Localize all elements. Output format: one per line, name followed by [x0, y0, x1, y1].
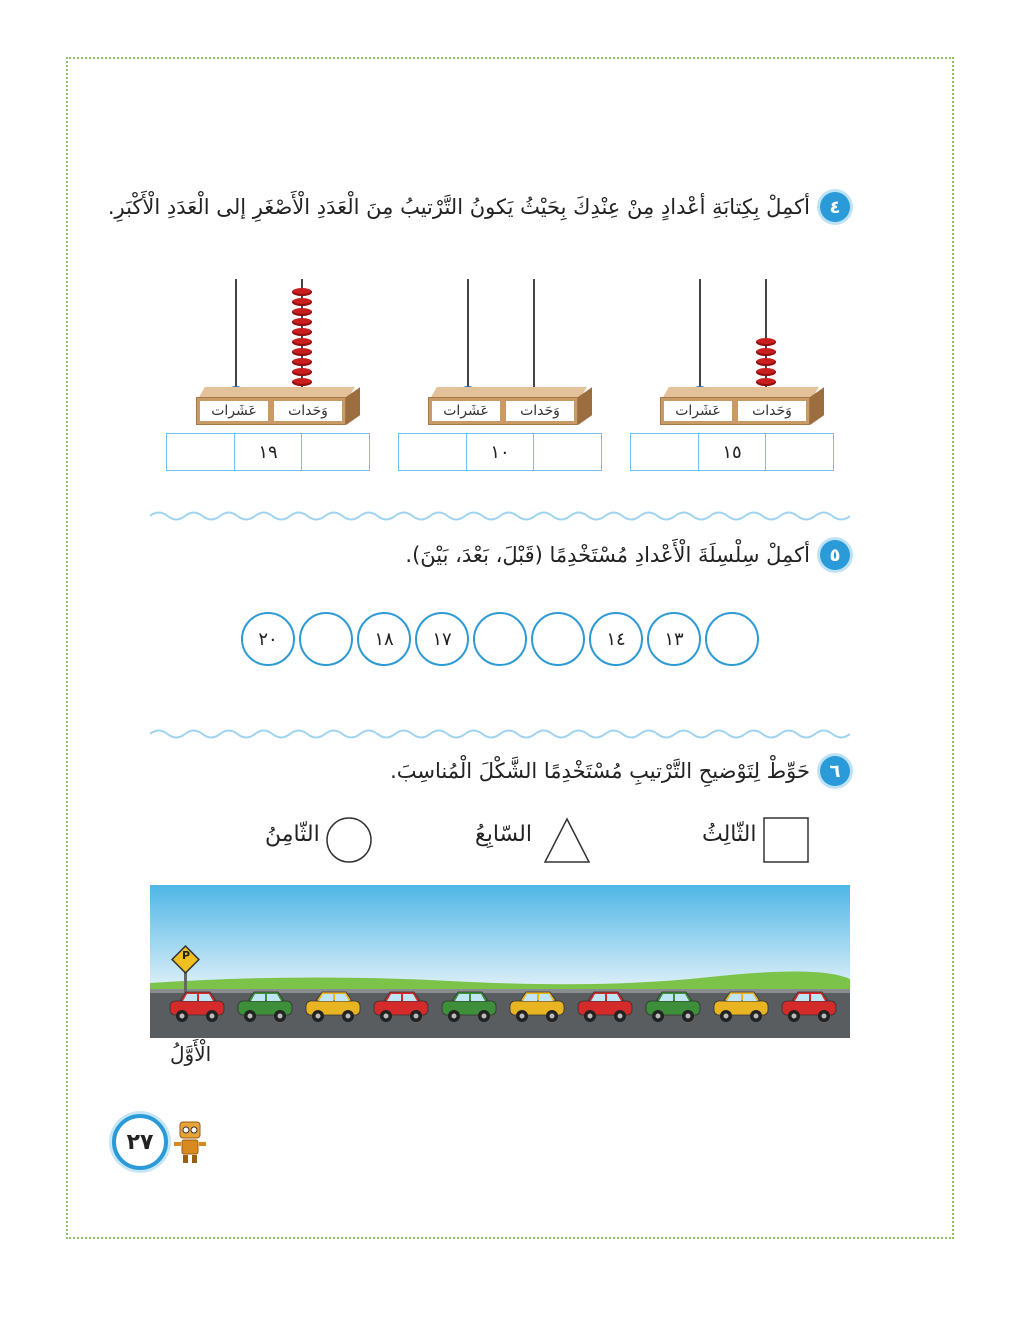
- answer-cell-left[interactable]: [765, 434, 833, 470]
- chain-circle-6: ١٧: [415, 612, 469, 666]
- sign-letter: P: [181, 949, 191, 962]
- question-5-number: ٥: [820, 540, 850, 570]
- car-2: [236, 989, 294, 1025]
- square-shape-icon: [762, 816, 812, 864]
- answer-row-3: [166, 433, 370, 471]
- question-6-number: ٦: [820, 756, 850, 786]
- chain-circle-7: ١٨: [357, 612, 411, 666]
- question-4: [108, 192, 850, 222]
- car-6: [508, 989, 566, 1025]
- shape-label-seventh: السّابِعُ: [475, 822, 532, 847]
- chain-circle-5[interactable]: [473, 612, 527, 666]
- chain-circle-1[interactable]: [705, 612, 759, 666]
- question-4-text: أكمِلْ بِكِتابَةِ أعْدادٍ مِنْ عِنْدِكَ بِحَيْثُ يَكونُ التَّرْتيبُ مِنَ الْعَدَدِ الْأَصْغَرِ إلى الْعَدَدِ الْأَكْبَرِ.: [107, 195, 810, 219]
- car-1: [168, 989, 226, 1025]
- circle-shape-icon: [324, 815, 374, 865]
- answer-cell-right[interactable]: [399, 434, 466, 470]
- question-5: [405, 540, 850, 570]
- answer-cell-left[interactable]: [533, 434, 601, 470]
- wavy-divider: [150, 509, 850, 523]
- car-7: [576, 989, 634, 1025]
- robot-mascot-icon: [170, 1118, 210, 1166]
- chain-circle-3: ١٤: [589, 612, 643, 666]
- chain-circle-2: ١٣: [647, 612, 701, 666]
- abacus-3: [166, 275, 372, 475]
- question-6: [390, 756, 850, 786]
- ones-label: وَحَدات: [738, 401, 806, 421]
- abacus-2: [398, 275, 604, 475]
- tens-label: عَشَرات: [664, 401, 732, 421]
- answer-cell-right[interactable]: [631, 434, 698, 470]
- answer-cell-given: ١٥: [698, 434, 766, 470]
- wavy-divider: [150, 727, 850, 741]
- first-car-label: الْأَوَّلُ: [170, 1042, 212, 1066]
- answer-cell-given: ١٠: [466, 434, 534, 470]
- cars-scene: [150, 885, 850, 1038]
- tens-label: عَشَرات: [200, 401, 268, 421]
- question-4-number: ٤: [820, 192, 850, 222]
- car-9: [712, 989, 770, 1025]
- car-3: [304, 989, 362, 1025]
- shape-label-eighth: الثّامِنُ: [265, 822, 320, 847]
- ones-label: وَحَدات: [506, 401, 574, 421]
- answer-cell-left[interactable]: [301, 434, 369, 470]
- answer-cell-given: ١٩: [234, 434, 302, 470]
- shape-label-third: الثّالِثُ: [702, 822, 757, 847]
- triangle-shape-icon: [542, 816, 592, 866]
- page-number: ٢٧: [112, 1114, 168, 1170]
- answer-row-1: [630, 433, 834, 471]
- car-4: [372, 989, 430, 1025]
- answer-row-2: [398, 433, 602, 471]
- chain-circle-9: ٢٠: [241, 612, 295, 666]
- car-5: [440, 989, 498, 1025]
- chain-circle-8[interactable]: [299, 612, 353, 666]
- tens-label: عَشَرات: [432, 401, 500, 421]
- answer-cell-right[interactable]: [167, 434, 234, 470]
- question-6-text: حَوِّطْ لِتَوْضيحِ التَّرْتيبِ مُسْتَخْدِمًا الشَّكْلَ الْمُناسِبَ.: [390, 759, 810, 783]
- chain-circle-4[interactable]: [531, 612, 585, 666]
- abacus-1: [630, 275, 836, 475]
- question-5-text: أكمِلْ سِلْسِلَةَ الْأَعْدادِ مُسْتَخْدِمًا (قَبْلَ، بَعْدَ، بَيْنَ).: [405, 543, 810, 567]
- car-10: [780, 989, 838, 1025]
- ones-label: وَحَدات: [274, 401, 342, 421]
- car-8: [644, 989, 702, 1025]
